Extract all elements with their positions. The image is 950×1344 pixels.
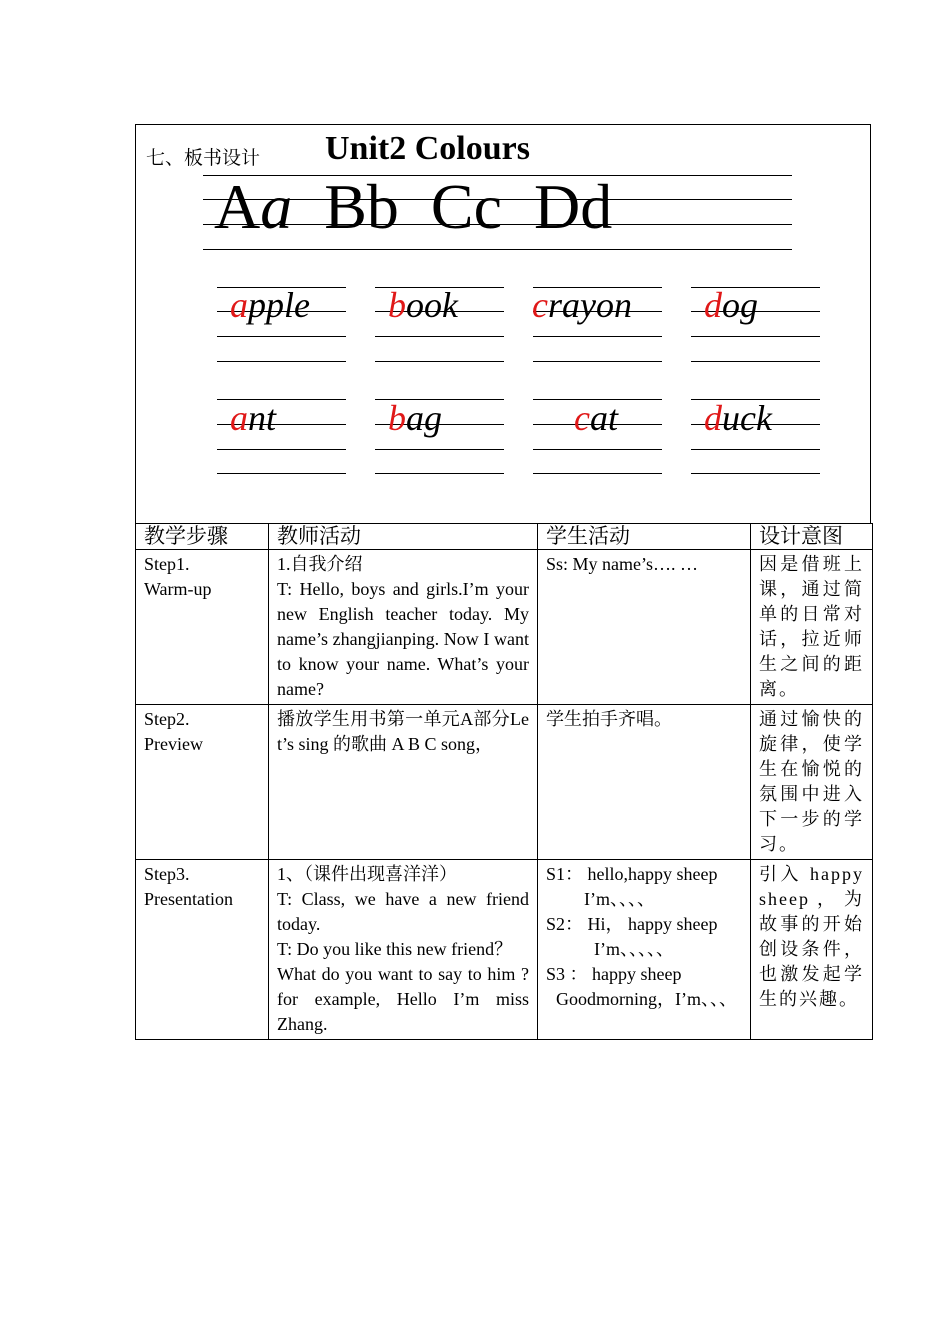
teacher-cell (269, 550, 538, 705)
word-rest: nt (248, 398, 277, 438)
teaching-steps-table (135, 523, 873, 1040)
teacher-cell (269, 705, 538, 860)
student-line: 学生拍手齐唱。 (546, 709, 672, 729)
word-guide-line (533, 336, 662, 337)
word-initial: d (704, 285, 722, 325)
student-line: S2： Hi， happy sheep (546, 914, 718, 934)
student-cell (538, 860, 751, 1040)
letter-a: a (260, 171, 293, 242)
header-intent: 设计意图 (751, 524, 873, 550)
table-row (136, 705, 873, 860)
word-initial: d (704, 398, 722, 438)
word-guide-line (217, 449, 346, 450)
student-line: I’m、、、、 (584, 889, 655, 909)
table-row (136, 550, 873, 705)
step-cell (136, 705, 269, 860)
word-rest: ag (406, 398, 442, 438)
word-apple (230, 285, 310, 325)
word-rest: og (722, 285, 758, 325)
step-cell (136, 860, 269, 1040)
intent-cell: 因是借班上课，通过简单的日常对话，拉近师生之间的距离。 (751, 550, 873, 705)
letter-guide-line (203, 249, 792, 250)
section-label: 七、板书设计 (146, 148, 261, 169)
student-line: Goodmorning，I’m、、、 (556, 989, 737, 1009)
teacher-line: 1.自我介绍 (277, 554, 363, 574)
word-guide-line (533, 473, 662, 474)
word-initial: b (388, 398, 406, 438)
word-guide-line (691, 473, 820, 474)
board-design-box (135, 124, 871, 523)
teacher-line: T: Hello, boys and girls.I’m your new English teacher today. My name’s zhangjianping. Now I want to know your name. What’s your name? (277, 579, 529, 699)
teacher-cell (269, 860, 538, 1040)
teacher-line: 播放学生用书第一单元A部分Let’s sing 的歌曲 A B C song， (277, 709, 529, 754)
teacher-line: What do you want to say to him ? for example, Hello I’m miss Zhang. (277, 964, 529, 1034)
word-rest: pple (248, 285, 310, 325)
student-cell (538, 550, 751, 705)
word-rest: uck (722, 398, 772, 438)
word-cat (574, 398, 618, 438)
word-book (388, 285, 458, 325)
word-ant (230, 398, 276, 438)
word-guide-line (533, 449, 662, 450)
word-initial: b (388, 285, 406, 325)
step-number: Step3. (144, 864, 190, 884)
word-rest: rayon (547, 285, 632, 325)
student-line: I’m、、、、、 (594, 939, 674, 959)
step-number: Step2. (144, 709, 190, 729)
step-name: Presentation (144, 889, 233, 909)
word-guide-line (375, 336, 504, 337)
step-name: Preview (144, 734, 203, 754)
teacher-line: 1、（课件出现喜洋洋） (277, 864, 457, 884)
table-row (136, 860, 873, 1040)
word-dog (704, 285, 758, 325)
intent-cell: 通过愉快的旋律，使学生在愉悦的氛围中进入下一步的学习。 (751, 705, 873, 860)
student-line: S3 ： happy sheep (546, 964, 682, 984)
word-initial: c (532, 285, 548, 325)
word-guide-line (217, 336, 346, 337)
letter-A: A (214, 171, 261, 242)
word-duck (704, 398, 772, 438)
teacher-line: T: Do you like this new friend？ (277, 939, 513, 959)
header-teacher: 教师活动 (269, 524, 538, 550)
word-crayon (532, 285, 632, 325)
step-number: Step1. (144, 554, 190, 574)
word-guide-line (217, 473, 346, 474)
unit-title: Unit2 Colours (325, 130, 530, 167)
word-initial: c (574, 398, 590, 438)
step-cell (136, 550, 269, 705)
word-initial: a (230, 285, 248, 325)
word-initial: a (230, 398, 248, 438)
word-guide-line (533, 361, 662, 362)
word-guide-line (691, 361, 820, 362)
letters-bb-cc-dd: Bb Cc Dd (292, 171, 613, 242)
word-guide-line (375, 361, 504, 362)
student-line: S1： hello,happy sheep (546, 864, 718, 884)
word-rest: at (589, 398, 618, 438)
word-guide-line (375, 473, 504, 474)
word-guide-line (217, 361, 346, 362)
step-name: Warm-up (144, 579, 212, 599)
word-bag (388, 398, 442, 438)
teacher-line: T: Class, we have a new friend today. (277, 889, 529, 934)
word-guide-line (691, 336, 820, 337)
alphabet-letters (214, 167, 612, 247)
intent-cell: 引入 happy sheep，为故事的开始创设条件，也激发起学生的兴趣。 (751, 860, 873, 1040)
student-cell (538, 705, 751, 860)
header-step: 教学步骤 (136, 524, 269, 550)
word-guide-line (375, 449, 504, 450)
student-line: Ss: My name’s…. … (546, 554, 699, 574)
word-rest: ook (406, 285, 458, 325)
header-student: 学生活动 (538, 524, 751, 550)
word-guide-line (691, 449, 820, 450)
table-header-row (136, 524, 873, 550)
